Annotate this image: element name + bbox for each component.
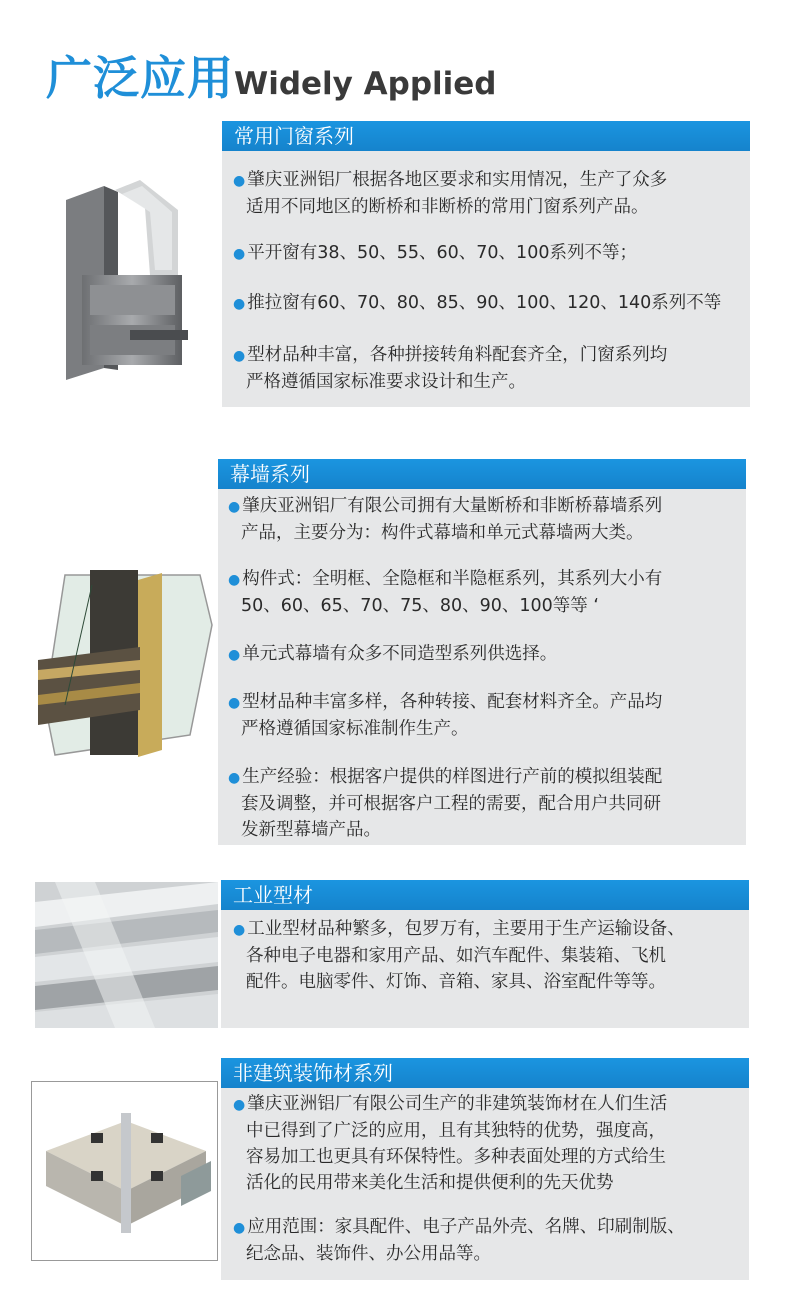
bullet-icon: ● <box>233 1097 246 1113</box>
text-line: 肇庆亚洲铝厂有限公司拥有大量断桥和非断桥幕墙系列 <box>242 496 663 516</box>
text-line: 肇庆亚洲铝厂有限公司生产的非建筑装饰材在人们生活 <box>247 1094 668 1114</box>
text-line: 纪念品、装饰件、办公用品等。 <box>246 1244 491 1264</box>
section-heading-windows: 常用门窗系列 <box>222 121 750 151</box>
paragraph <box>233 1091 667 1196</box>
text-line: 应用范围：家具配件、电子产品外壳、名牌、印刷制版、 <box>247 1217 685 1237</box>
text-line: 发新型幕墙产品。 <box>241 820 381 840</box>
text-line: 工业型材品种繁多，包罗万有，主要用于生产运输设备、 <box>247 919 685 939</box>
curtain-wall-image <box>30 565 215 760</box>
window-profile-image <box>60 180 190 385</box>
text-line: 严格遵循国家标准要求设计和生产。 <box>246 372 526 392</box>
text-line: 型材品种丰富，各种拼接转角料配套齐全，门窗系列均 <box>247 345 668 365</box>
office-furniture-image <box>31 1081 218 1261</box>
bullet-icon: ● <box>233 348 246 364</box>
section-heading-curtain-wall: 幕墙系列 <box>218 459 746 489</box>
bullet-icon: ● <box>233 246 246 262</box>
paragraph <box>228 689 662 742</box>
paragraph <box>233 916 685 995</box>
bullet-icon: ● <box>233 296 246 312</box>
paragraph <box>233 290 721 317</box>
paragraph <box>228 566 662 619</box>
section-heading-industrial: 工业型材 <box>221 880 749 910</box>
text-line: 推拉窗有60、70、80、85、90、100、120、140系列不等 <box>247 293 722 313</box>
bullet-icon: ● <box>233 1220 246 1236</box>
paragraph <box>233 342 667 395</box>
industrial-profiles-image <box>35 882 218 1028</box>
text-line: 套及调整，并可根据客户工程的需要，配合用户共同研 <box>241 794 661 814</box>
paragraph <box>233 1214 685 1267</box>
bullet-icon: ● <box>233 922 246 938</box>
paragraph <box>228 493 662 546</box>
paragraph <box>228 641 557 668</box>
paragraph <box>233 240 637 267</box>
text-line: 中已得到了广泛的应用，且有其独特的优势，强度高， <box>246 1121 666 1141</box>
paragraph <box>228 764 662 843</box>
text-line: 配件。电脑零件、灯饰、音箱、家具、浴室配件等等。 <box>246 972 666 992</box>
text-line: 适用不同地区的断桥和非断桥的常用门窗系列产品。 <box>246 197 649 217</box>
text-line: 单元式幕墙有众多不同造型系列供选择。 <box>242 644 558 664</box>
bullet-icon: ● <box>228 499 241 515</box>
bullet-icon: ● <box>233 173 246 189</box>
text-line: 型材品种丰富多样，各种转接、配套材料齐全。产品均 <box>242 692 663 712</box>
page-title-cn: 广泛应用 <box>46 51 234 105</box>
text-line: 肇庆亚洲铝厂根据各地区要求和实用情况，生产了众多 <box>247 170 668 190</box>
text-line: 活化的民用带来美化生活和提供便利的先天优势 <box>246 1173 614 1193</box>
text-line: 容易加工也更具有环保特性。多种表面处理的方式给生 <box>246 1147 666 1167</box>
text-line: 构件式：全明框、全隐框和半隐框系列，其系列大小有 <box>242 569 663 589</box>
section-heading-decoration: 非建筑装饰材系列 <box>221 1058 749 1088</box>
text-line: 严格遵循国家标准制作生产。 <box>241 719 469 739</box>
page-title-en: Widely Applied <box>234 66 497 102</box>
bullet-icon: ● <box>228 647 241 663</box>
text-line: 产品，主要分为：构件式幕墙和单元式幕墙两大类。 <box>241 523 644 543</box>
paragraph <box>233 167 667 220</box>
text-line: 各种电子电器和家用产品、如汽车配件、集装箱、飞机 <box>246 946 666 966</box>
text-line: 平开窗有38、50、55、60、70、100系列不等； <box>247 243 637 263</box>
text-line: 生产经验：根据客户提供的样图进行产前的模拟组装配 <box>242 767 663 787</box>
page-title <box>46 42 497 108</box>
bullet-icon: ● <box>228 695 241 711</box>
bullet-icon: ● <box>228 770 241 786</box>
bullet-icon: ● <box>228 572 241 588</box>
text-line: 50、60、65、70、75、80、90、100等等 ‘ <box>241 596 599 616</box>
